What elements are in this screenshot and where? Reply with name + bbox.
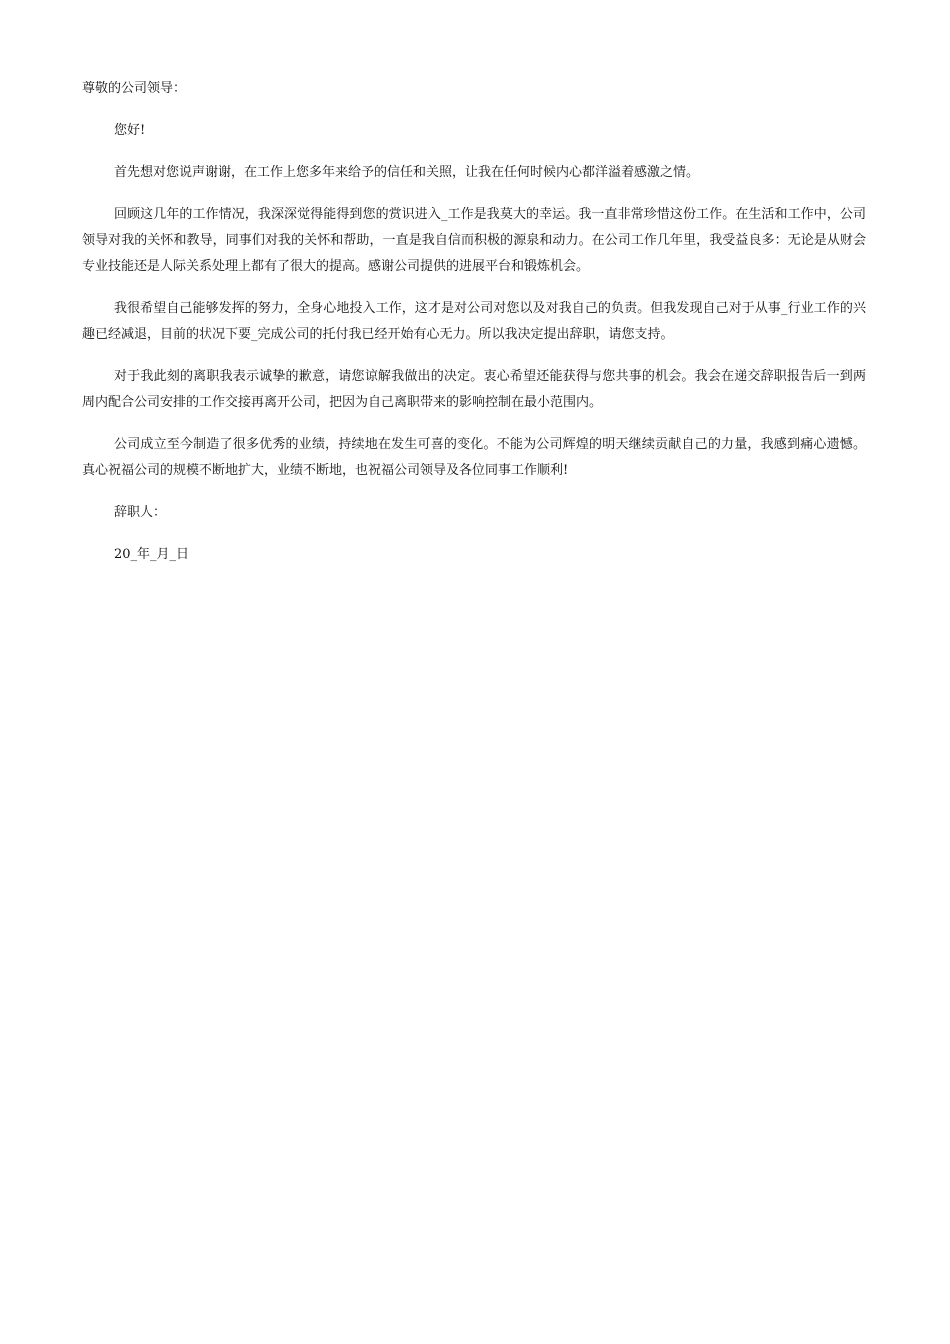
letter-paragraph-reason: 我很希望自己能够发挥的努力，全身心地投入工作，这才是对公司对您以及对我自己的负责。但我发现自己对于从事_行业工作的兴趣已经减退，目前的状况下要_完成公司的托付我已经开始有心无力。所以我决定提出辞职，请您支持。 (82, 301, 866, 342)
letter-paragraph-thanks: 首先想对您说声谢谢，在工作上您多年来给予的信任和关照，让我在任何时候内心都洋溢着感激之情。 (114, 165, 700, 180)
letter-paragraph-review: 回顾这几年的工作情况，我深深觉得能得到您的赏识进入_工作是我莫大的幸运。我一直非常珍惜这份工作。在生活和工作中，公司领导对我的关怀和教导，同事们对我的关怀和帮助，一直是我自信而积极的源泉和动力。在公司工作几年里，我受益良多：无论是从财会专业技能还是人际关系处理上都有了很大的提高。感谢公司提供的进展平台和锻炼机会。 (82, 207, 866, 274)
letter-salutation: 尊敬的公司领导： (82, 81, 187, 96)
letter-signature: 辞职人： (114, 505, 167, 520)
resignation-letter (82, 76, 866, 584)
letter-greeting: 您好! (114, 123, 146, 138)
letter-paragraph-blessing: 公司成立至今制造了很多优秀的业绩，持续地在发生可喜的变化。不能为公司辉煌的明天继续贡献自己的力量，我感到痛心遗憾。真心祝福公司的规模不断地扩大，业绩不断地，也祝福公司领导及各位同事工作顺利! (82, 437, 866, 478)
letter-date: 20_年_月_日 (114, 547, 190, 562)
letter-paragraph-apology: 对于我此刻的离职我表示诚挚的歉意，请您谅解我做出的决定。衷心希望还能获得与您共事的机会。我会在递交辞职报告后一到两周内配合公司安排的工作交接再离开公司，把因为自己离职带来的影响控制在最小范围内。 (82, 369, 866, 410)
